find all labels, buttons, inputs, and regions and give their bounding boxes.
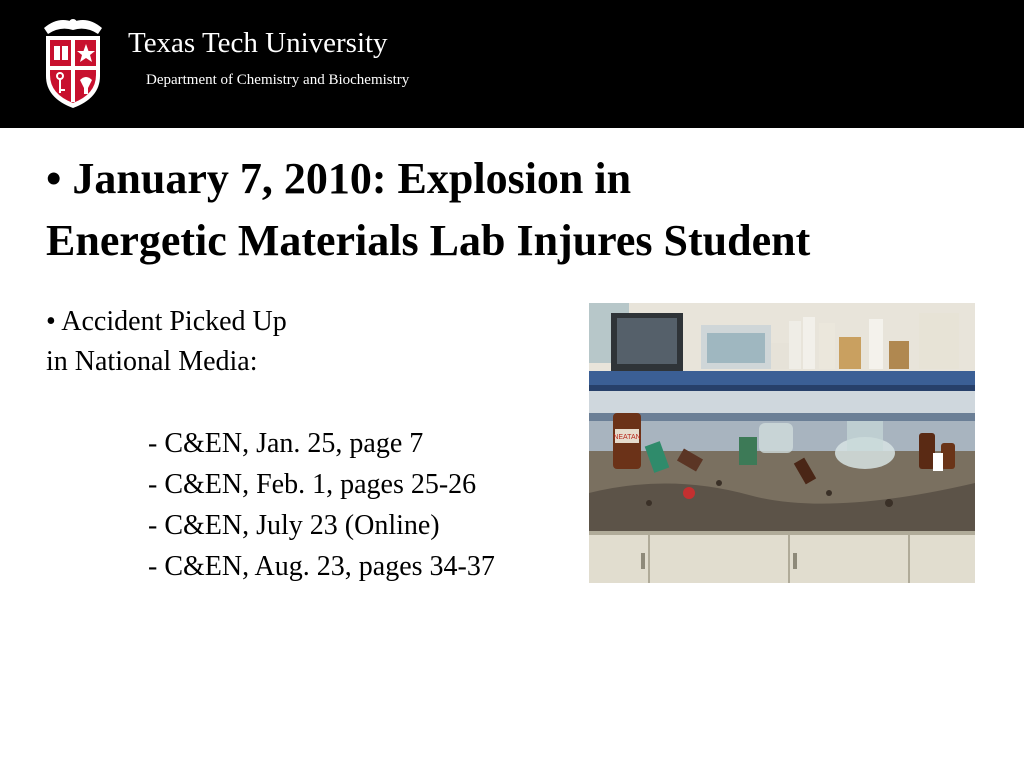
citation-item: - C&EN, Aug. 23, pages 34-37 — [148, 551, 495, 582]
headline-bullet: • — [46, 154, 62, 203]
media-text-1: Accident Picked Up — [61, 306, 287, 337]
citation-item: - C&EN, July 23 (Online) — [148, 510, 440, 541]
ttu-seal-icon — [40, 14, 106, 110]
media-line-1 — [46, 302, 586, 342]
bottle-label: NEATAN — [613, 434, 641, 441]
citation-item: - C&EN, Jan. 25, page 7 — [148, 428, 424, 459]
slide-headline — [46, 148, 986, 272]
citation-item: - C&EN, Feb. 1, pages 25-26 — [148, 469, 477, 500]
headline-text-1: January 7, 2010: Explosion in — [72, 154, 632, 203]
slide-header — [0, 0, 1024, 128]
lab-explosion-photo — [589, 303, 975, 583]
media-bullet: • — [46, 306, 56, 337]
department-name: Department of Chemistry and Biochemistry — [146, 72, 410, 88]
media-coverage-block — [46, 302, 586, 587]
university-name: Texas Tech University — [128, 27, 388, 59]
headline-line-1 — [46, 148, 986, 210]
headline-line-2: Energetic Materials Lab Injures Student — [46, 216, 811, 265]
citation-list — [148, 423, 586, 587]
media-line-2: in National Media: — [46, 346, 258, 377]
